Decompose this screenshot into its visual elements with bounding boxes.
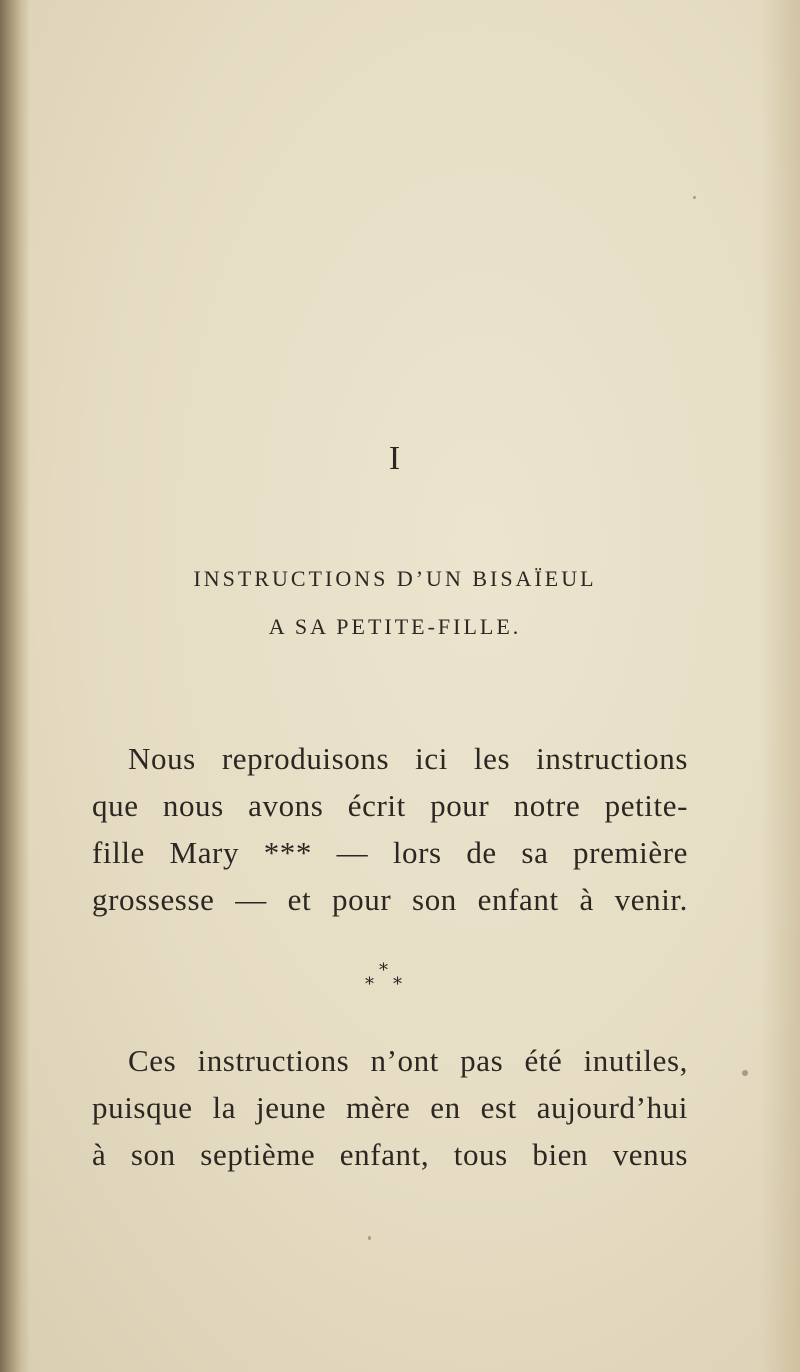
chapter-title-line-2: A SA PETITE-FILLE. xyxy=(268,614,522,639)
paragraph-1-line-1: Nous reproduisons ici les instructions xyxy=(128,741,688,776)
paragraph-2-line-1: Ces instructions n’ont pas été inutiles, xyxy=(128,1043,688,1078)
asterism-star-left: * xyxy=(365,974,374,995)
paragraph-2-line-2: puisque la jeune mère en est aujourd’hui xyxy=(92,1090,688,1125)
chapter-number: I xyxy=(388,440,402,477)
paper-speck xyxy=(693,196,696,199)
paragraph-2 xyxy=(92,1037,688,1178)
paper-speck xyxy=(368,1236,371,1240)
paragraph-2-line-3: à son septième enfant, tous bien venus xyxy=(92,1137,688,1172)
chapter-title-line-1: INSTRUCTIONS D’UN BISAÏEUL xyxy=(193,566,597,591)
paragraph-1 xyxy=(92,735,688,923)
paragraph-1-line-2: que nous avons écrit pour notre petite- xyxy=(92,788,688,823)
paragraph-1-line-3: fille Mary *** — lors de sa première xyxy=(92,835,688,870)
paragraph-1-line-4: grossesse — et pour son enfant à venir. xyxy=(92,882,688,917)
page-edge-shade xyxy=(760,0,800,1372)
paper-speck xyxy=(742,1070,748,1076)
asterism-star-right: * xyxy=(393,974,402,995)
asterism-star-top: * xyxy=(379,960,388,981)
book-spine-shadow xyxy=(0,0,30,1372)
asterism-separator xyxy=(355,960,415,1000)
